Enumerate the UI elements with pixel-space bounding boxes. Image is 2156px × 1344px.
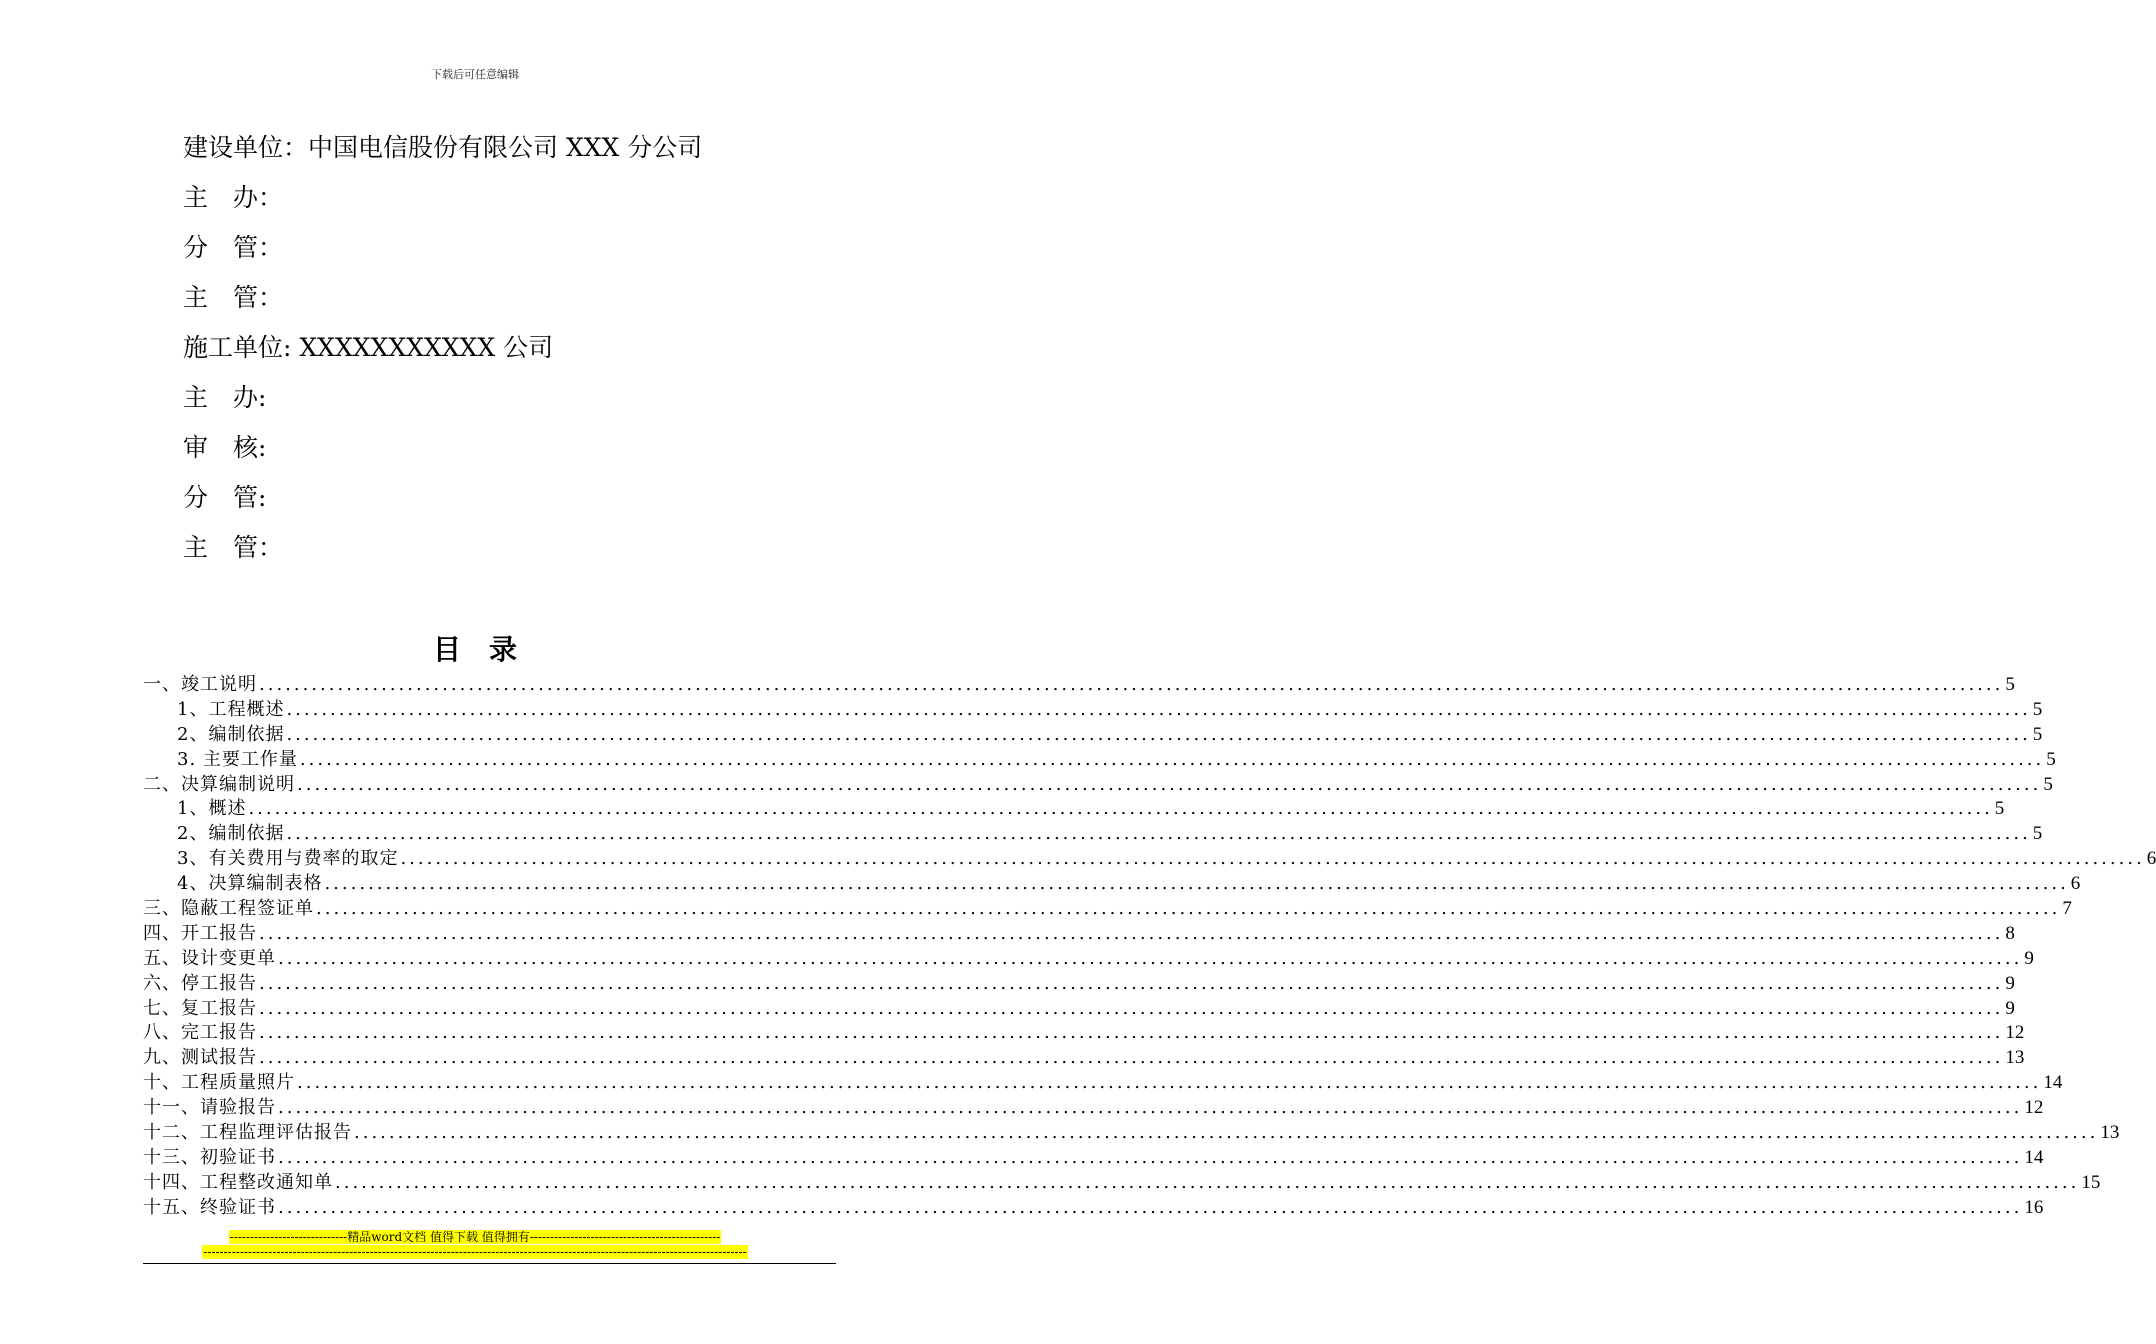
toc-entry-page: 5 (2046, 748, 2056, 770)
toc-entry-page: 5 (2043, 773, 2053, 795)
toc-entry[interactable] (143, 922, 2015, 947)
toc-leader-dots: ........................................................................................................................................................................................................ (259, 997, 2004, 1019)
toc-entry-label: 十一、请验报告 (143, 1097, 276, 1119)
toc-entry[interactable] (143, 847, 2156, 872)
toc-entry-label: 六、停工报告 (143, 972, 257, 994)
footer-divider (143, 1263, 836, 1264)
toc-entry-page: 9 (2005, 972, 2015, 994)
toc-leader-dots: ........................................................................................................................................................................................................ (278, 1097, 2023, 1119)
toc-entry-page: 5 (2032, 698, 2043, 720)
toc-entry-page: 8 (2005, 922, 2015, 944)
toc-leader-dots: ........................................................................................................................................................................................................ (278, 1146, 2023, 1168)
toc-entry[interactable] (143, 1121, 2120, 1146)
page-header: 下载后可任意编辑 (431, 68, 519, 81)
toc-leader-dots: ........................................................................................................................................................................................................ (297, 773, 2042, 795)
toc-entry[interactable] (143, 897, 2072, 922)
toc-entry[interactable] (143, 1196, 2044, 1221)
toc-leader-dots: ........................................................................................................................................................................................................ (259, 674, 2004, 695)
toc-entry[interactable] (143, 972, 2015, 997)
toc-entry-page: 13 (2005, 1047, 2025, 1069)
toc-entry-label: 2、编制依据 (177, 723, 285, 745)
toc-entry-page: 5 (2032, 823, 2043, 845)
toc-leader-dots: ........................................................................................................................................................................................................ (278, 1196, 2023, 1218)
toc-entry-page: 15 (2081, 1171, 2101, 1193)
toc-leader-dots: ........................................................................................................................................................................................................ (278, 947, 2023, 969)
table-of-contents (143, 673, 2156, 1221)
toc-entry[interactable] (143, 822, 2043, 847)
toc-entry-page: 6 (2146, 848, 2156, 870)
toc-entry-label: 十三、初验证书 (143, 1146, 276, 1168)
toc-entry[interactable] (143, 1021, 2025, 1046)
promo-banner-dashes: -------------------------------------------------------------------------------------------------------------------------------------- (203, 1245, 747, 1259)
toc-entry-label: 三、隐蔽工程签证单 (143, 898, 314, 920)
toc-leader-dots: ........................................................................................................................................................................................................ (286, 698, 2031, 720)
toc-title: 目 录 (432, 633, 517, 666)
toc-leader-dots: ........................................................................................................................................................................................................ (297, 1072, 2042, 1094)
manager-line: 主 管： (183, 283, 284, 312)
toc-entry-label: 八、完工报告 (143, 1022, 257, 1044)
toc-entry-page: 14 (2024, 1146, 2044, 1168)
sponsor-line: 主 办： (183, 183, 284, 212)
toc-leader-dots: ........................................................................................................................................................................................................ (335, 1171, 2080, 1193)
toc-entry-label: 3、有关费用与费率的取定 (177, 848, 399, 870)
toc-entry-label: 二、决算编制说明 (143, 773, 295, 795)
toc-entry-page: 14 (2043, 1072, 2063, 1094)
toc-entry[interactable] (143, 872, 2081, 897)
toc-entry-label: 五、设计变更单 (143, 947, 276, 969)
signature-block (183, 130, 702, 580)
toc-entry-page: 7 (2062, 898, 2072, 920)
toc-entry[interactable] (143, 698, 2043, 723)
division-manager-line: 分 管： (183, 233, 284, 262)
toc-entry[interactable] (143, 723, 2043, 748)
toc-entry-label: 四、开工报告 (143, 922, 257, 944)
promo-banner-rule (0, 1245, 950, 1260)
toc-entry-label: 1、概述 (177, 798, 247, 820)
toc-leader-dots: ........................................................................................................................................................................................................ (286, 823, 2031, 845)
toc-entry[interactable] (143, 1046, 2025, 1071)
toc-entry[interactable] (143, 797, 2005, 822)
toc-entry-label: 1、工程概述 (177, 698, 285, 720)
toc-entry-page: 12 (2005, 1022, 2025, 1044)
toc-entry[interactable] (143, 673, 2015, 698)
contractor-unit-line: 施工单位: XXXXXXXXXXX 公司 (183, 333, 554, 362)
toc-entry-page: 6 (2070, 873, 2081, 895)
toc-entry[interactable] (143, 1096, 2044, 1121)
toc-entry-label: 十二、工程监理评估报告 (143, 1122, 352, 1144)
toc-entry-label: 2、编制依据 (177, 823, 285, 845)
toc-entry-page: 12 (2024, 1097, 2044, 1119)
toc-entry-page: 13 (2100, 1122, 2120, 1144)
toc-entry[interactable] (143, 773, 2053, 798)
toc-entry-page: 9 (2005, 997, 2015, 1019)
promo-banner (0, 1230, 950, 1245)
contractor-division-manager-line: 分 管: (183, 483, 267, 512)
toc-entry[interactable] (143, 1171, 2101, 1196)
toc-entry-page: 5 (2005, 674, 2015, 695)
toc-leader-dots: ........................................................................................................................................................................................................ (259, 922, 2004, 944)
contractor-manager-line: 主 管： (183, 533, 284, 562)
toc-entry[interactable] (143, 947, 2034, 972)
toc-entry-label: 十五、终验证书 (143, 1196, 276, 1218)
toc-entry-label: 一、竣工说明 (143, 674, 257, 695)
toc-entry-label: 4、决算编制表格 (177, 873, 323, 895)
toc-entry[interactable] (143, 1071, 2063, 1096)
toc-entry-label: 3. 主要工作量 (177, 748, 298, 770)
construction-unit-line: 建设单位：中国电信股份有限公司 XXX 分公司 (183, 133, 703, 162)
toc-entry-page: 5 (2032, 723, 2043, 745)
toc-entry-page: 16 (2024, 1196, 2044, 1218)
toc-entry[interactable] (143, 997, 2015, 1022)
toc-entry-page: 5 (1994, 798, 2005, 820)
toc-entry-label: 十四、工程整改通知单 (143, 1171, 333, 1193)
toc-leader-dots: ........................................................................................................................................................................................................ (259, 972, 2004, 994)
toc-leader-dots: ........................................................................................................................................................................................................ (354, 1122, 2099, 1144)
toc-leader-dots: ........................................................................................................................................................................................................ (259, 1047, 2004, 1069)
toc-leader-dots: ........................................................................................................................................................................................................ (286, 723, 2031, 745)
toc-leader-dots: ........................................................................................................................................................................................................ (259, 1022, 2004, 1044)
toc-leader-dots: ........................................................................................................................................................................................................ (324, 873, 2069, 895)
toc-entry-label: 七、复工报告 (143, 997, 257, 1019)
toc-leader-dots: ........................................................................................................................................................................................................ (316, 898, 2061, 920)
promo-banner-text: -----------------------------精品word文档 值得下载 值得拥有----------------------------------------------- (229, 1230, 721, 1244)
toc-entry-label: 九、测试报告 (143, 1047, 257, 1069)
contractor-sponsor-line: 主 办: (183, 383, 267, 412)
toc-entry-page: 9 (2024, 947, 2034, 969)
toc-leader-dots: ........................................................................................................................................................................................................ (248, 798, 1993, 820)
toc-entry[interactable] (143, 748, 2056, 773)
toc-entry-label: 十、工程质量照片 (143, 1072, 295, 1094)
toc-leader-dots: ........................................................................................................................................................................................................ (299, 748, 2045, 770)
toc-leader-dots: ........................................................................................................................................................................................................ (400, 848, 2145, 870)
reviewer-line: 审 核: (183, 433, 267, 462)
toc-entry[interactable] (143, 1146, 2044, 1171)
